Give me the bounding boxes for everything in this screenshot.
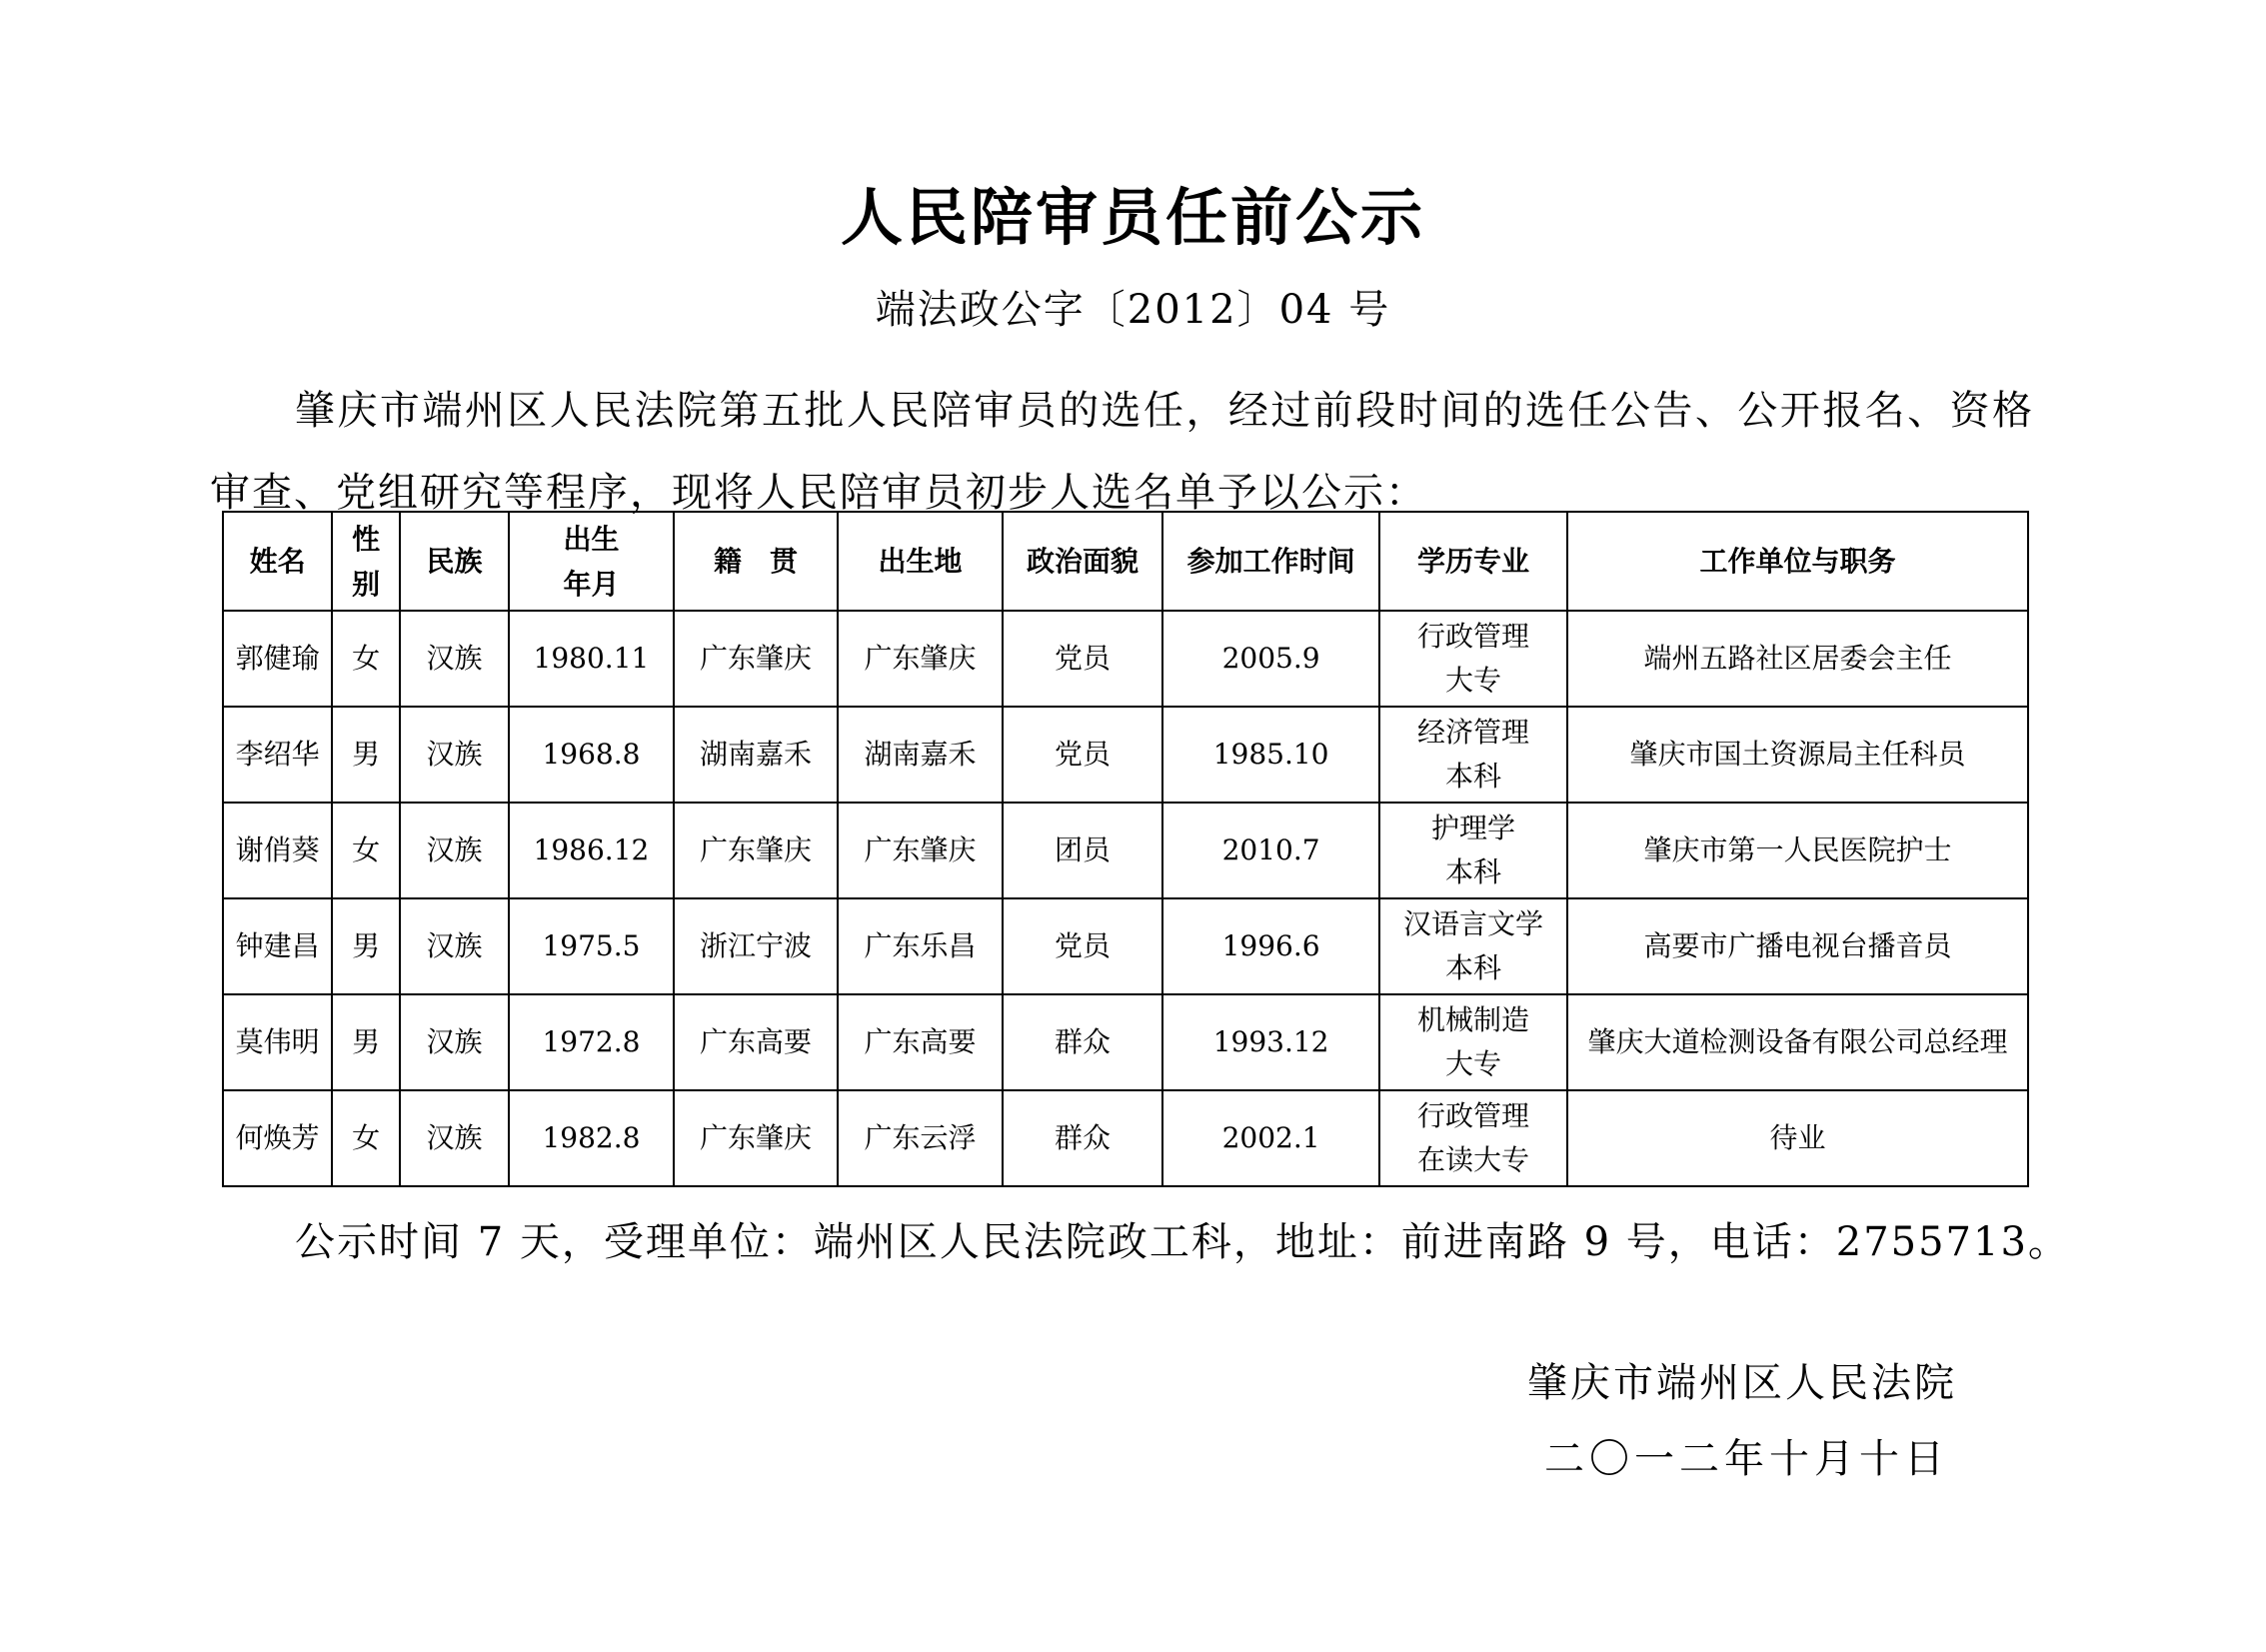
native-place-cell: 广东肇庆: [674, 803, 839, 898]
table-header-row: [223, 512, 2028, 611]
name-cell: 谢俏葵: [223, 803, 332, 898]
ethnicity-cell: 汉族: [400, 707, 509, 803]
ethnicity-cell: 汉族: [400, 898, 509, 994]
header-employer: 工作单位与职务: [1567, 512, 2028, 611]
major-text: 机械制造: [1416, 1003, 1529, 1036]
header-birthplace: 出生地: [838, 512, 1003, 611]
birth-cell: 1975.5: [509, 898, 674, 994]
ethnicity-cell: 汉族: [400, 803, 509, 898]
candidate-table-body: [223, 512, 2028, 1186]
degree-text: 大专: [1444, 664, 1501, 697]
gender-cell: 男: [332, 707, 399, 803]
political-cell: 党员: [1003, 611, 1162, 707]
gender-cell: 男: [332, 994, 399, 1090]
employer-cell: 肇庆大道检测设备有限公司总经理: [1567, 994, 2028, 1090]
name-cell: 李绍华: [223, 707, 332, 803]
ethnicity-cell: 汉族: [400, 994, 509, 1090]
gender-cell: 女: [332, 611, 399, 707]
political-cell: 团员: [1003, 803, 1162, 898]
education-cell: [1379, 1090, 1567, 1186]
education-cell: [1379, 898, 1567, 994]
work-start-cell: 1985.10: [1162, 707, 1379, 803]
work-start-cell: 1996.6: [1162, 898, 1379, 994]
table-row: [223, 1090, 2028, 1186]
header-work-start: 参加工作时间: [1162, 512, 1379, 611]
employer-cell: 肇庆市第一人民医院护士: [1567, 803, 2028, 898]
issue-date: 二〇一二年十月十日: [1544, 1436, 1949, 1482]
degree-text: 本科: [1444, 951, 1501, 984]
document-number: 端法政公字〔2012〕04 号: [875, 287, 1391, 333]
native-place-cell: 广东高要: [674, 994, 839, 1090]
birthplace-cell: 广东肇庆: [838, 803, 1003, 898]
native-place-cell: 湖南嘉禾: [674, 707, 839, 803]
birthplace-cell: 湖南嘉禾: [838, 707, 1003, 803]
degree-text: 大专: [1444, 1047, 1501, 1080]
employer-cell: 肇庆市国土资源局主任科员: [1567, 707, 2028, 803]
gender-cell: 女: [332, 1090, 399, 1186]
employer-cell: 端州五路社区居委会主任: [1567, 611, 2028, 707]
major-text: 护理学: [1430, 812, 1515, 844]
signer: 肇庆市端州区人民法院: [1527, 1360, 1957, 1406]
native-place-cell: 广东肇庆: [674, 1090, 839, 1186]
degree-text: 本科: [1444, 760, 1501, 793]
work-start-cell: 2002.1: [1162, 1090, 1379, 1186]
table-row: [223, 803, 2028, 898]
candidate-table: [222, 511, 2029, 1187]
major-text: 汉语言文学: [1402, 907, 1543, 940]
table-row: [223, 611, 2028, 707]
name-cell: 郭健瑜: [223, 611, 332, 707]
header-ethnicity: 民族: [400, 512, 509, 611]
degree-text: 在读大专: [1416, 1143, 1529, 1176]
name-cell: 钟建昌: [223, 898, 332, 994]
major-text: 行政管理: [1416, 1099, 1529, 1132]
work-start-cell: 1993.12: [1162, 994, 1379, 1090]
birthplace-cell: 广东乐昌: [838, 898, 1003, 994]
gender-cell: 男: [332, 898, 399, 994]
education-cell: [1379, 803, 1567, 898]
birth-cell: 1982.8: [509, 1090, 674, 1186]
intro-paragraph: 肇庆市端州区人民法院第五批人民陪审员的选任，经过前段时间的选任公告、公开报名、资格审查、党组研究等程序，现将人民陪审员初步人选名单予以公示：: [210, 388, 2034, 516]
work-start-cell: 2005.9: [1162, 611, 1379, 707]
table-row: [223, 994, 2028, 1090]
employer-cell: 待业: [1567, 1090, 2028, 1186]
gender-cell: 女: [332, 803, 399, 898]
native-place-cell: 浙江宁波: [674, 898, 839, 994]
name-cell: 莫伟明: [223, 994, 332, 1090]
name-cell: 何焕芳: [223, 1090, 332, 1186]
header-education: 学历专业: [1379, 512, 1567, 611]
header-political: 政治面貌: [1003, 512, 1162, 611]
native-place-cell: 广东肇庆: [674, 611, 839, 707]
degree-text: 本科: [1444, 855, 1501, 888]
education-cell: [1379, 994, 1567, 1090]
birth-cell: 1986.12: [509, 803, 674, 898]
page-title: 人民陪审员任前公示: [840, 181, 1425, 254]
education-cell: [1379, 611, 1567, 707]
employer-cell: 高要市广播电视台播音员: [1567, 898, 2028, 994]
political-cell: 党员: [1003, 707, 1162, 803]
political-cell: 党员: [1003, 898, 1162, 994]
major-text: 行政管理: [1416, 620, 1529, 653]
major-text: 经济管理: [1416, 716, 1529, 749]
birthplace-cell: 广东肇庆: [838, 611, 1003, 707]
birth-cell: 1980.11: [509, 611, 674, 707]
political-cell: 群众: [1003, 994, 1162, 1090]
table-row: [223, 707, 2028, 803]
notice-paragraph: 公示时间 7 天，受理单位：端州区人民法院政工科，地址：前进南路 9 号，电话：2755713。: [295, 1219, 2070, 1265]
header-name: 姓名: [223, 512, 332, 611]
work-start-cell: 2010.7: [1162, 803, 1379, 898]
education-cell: [1379, 707, 1567, 803]
header-birth: 出生 年月: [509, 512, 674, 611]
birthplace-cell: 广东云浮: [838, 1090, 1003, 1186]
table-row: [223, 898, 2028, 994]
birthplace-cell: 广东高要: [838, 994, 1003, 1090]
ethnicity-cell: 汉族: [400, 1090, 509, 1186]
header-native-place: 籍 贯: [674, 512, 839, 611]
ethnicity-cell: 汉族: [400, 611, 509, 707]
header-gender: 性 别: [332, 512, 399, 611]
birth-cell: 1968.8: [509, 707, 674, 803]
political-cell: 群众: [1003, 1090, 1162, 1186]
birth-cell: 1972.8: [509, 994, 674, 1090]
